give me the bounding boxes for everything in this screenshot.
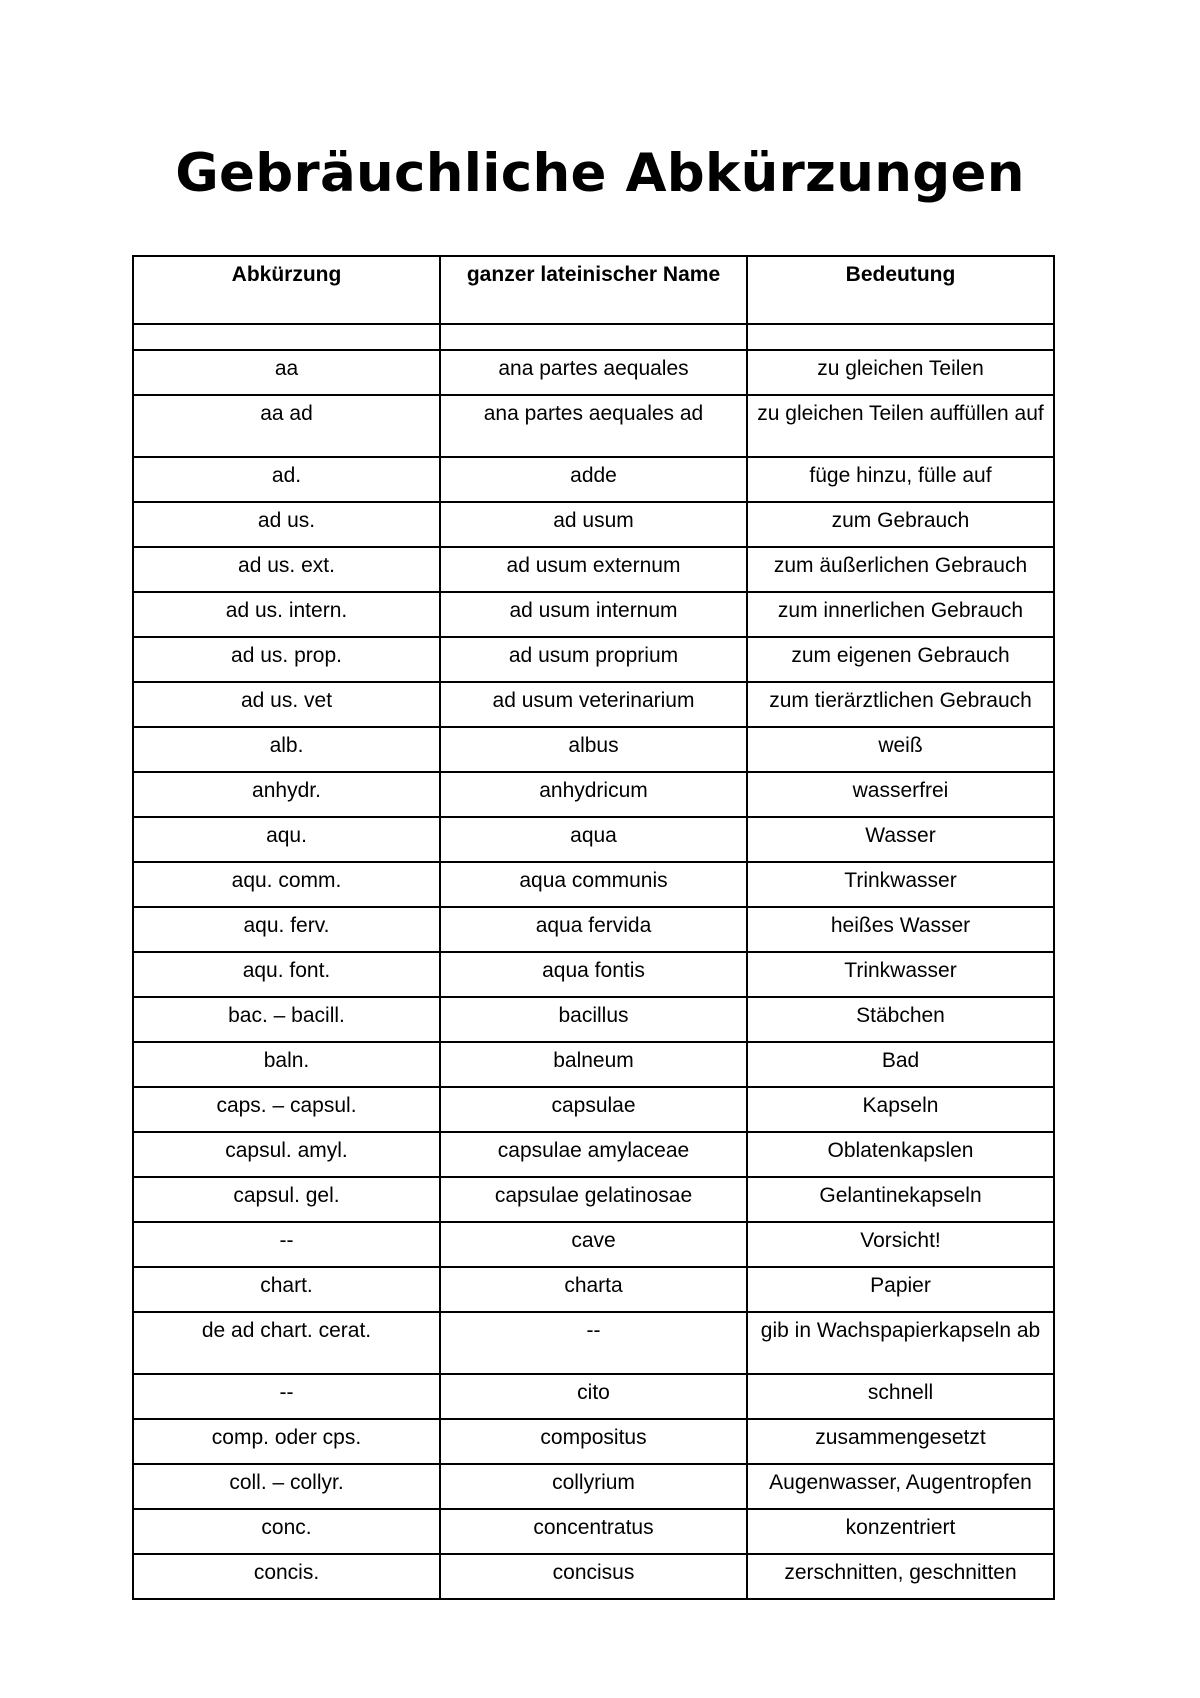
cell-abbreviation: aqu. comm. <box>133 862 440 907</box>
cell-latin-name: ad usum proprium <box>440 637 747 682</box>
table-row <box>133 395 1054 457</box>
cell-latin-name: aqua fontis <box>440 952 747 997</box>
cell-abbreviation: aqu. <box>133 817 440 862</box>
cell-meaning: Gelantinekapseln <box>747 1177 1054 1222</box>
cell-meaning: zusammengesetzt <box>747 1419 1054 1464</box>
table-row <box>133 457 1054 502</box>
cell-abbreviation: conc. <box>133 1509 440 1554</box>
cell-meaning: zum innerlichen Gebrauch <box>747 592 1054 637</box>
table-row <box>133 637 1054 682</box>
cell-abbreviation: -- <box>133 1222 440 1267</box>
cell-latin-name: capsulae amylaceae <box>440 1132 747 1177</box>
cell-meaning: Wasser <box>747 817 1054 862</box>
cell-latin-name: ad usum veterinarium <box>440 682 747 727</box>
cell-latin-name: cito <box>440 1374 747 1419</box>
cell-latin-name: capsulae <box>440 1087 747 1132</box>
cell-meaning: Trinkwasser <box>747 952 1054 997</box>
table-row <box>133 727 1054 772</box>
table-row <box>133 1374 1054 1419</box>
cell-abbreviation: coll. – collyr. <box>133 1464 440 1509</box>
cell-latin-name: ad usum externum <box>440 547 747 592</box>
table-row <box>133 1419 1054 1464</box>
table-row <box>133 997 1054 1042</box>
table-row <box>133 1312 1054 1374</box>
header-latin-name: ganzer lateinischer Name <box>440 256 747 324</box>
cell-meaning: zum eigenen Gebrauch <box>747 637 1054 682</box>
cell-abbreviation: capsul. gel. <box>133 1177 440 1222</box>
cell-abbreviation: chart. <box>133 1267 440 1312</box>
cell-abbreviation: comp. oder cps. <box>133 1419 440 1464</box>
cell-meaning: gib in Wachspapierkapseln ab <box>747 1312 1054 1374</box>
cell-abbreviation: caps. – capsul. <box>133 1087 440 1132</box>
header-abbreviation: Abkürzung <box>133 256 440 324</box>
cell-meaning: zum äußerlichen Gebrauch <box>747 547 1054 592</box>
table-row <box>133 862 1054 907</box>
cell-meaning: Papier <box>747 1267 1054 1312</box>
cell-abbreviation: -- <box>133 1374 440 1419</box>
cell-abbreviation: ad us. vet <box>133 682 440 727</box>
cell-abbreviation: concis. <box>133 1554 440 1599</box>
table-row <box>133 350 1054 395</box>
cell-meaning: zum Gebrauch <box>747 502 1054 547</box>
cell-abbreviation: ad us. intern. <box>133 592 440 637</box>
cell-abbreviation: capsul. amyl. <box>133 1132 440 1177</box>
cell-latin-name: cave <box>440 1222 747 1267</box>
cell-abbreviation: ad us. <box>133 502 440 547</box>
table-row <box>133 547 1054 592</box>
cell-meaning: zerschnitten, geschnitten <box>747 1554 1054 1599</box>
cell-latin-name: charta <box>440 1267 747 1312</box>
cell-abbreviation: bac. – bacill. <box>133 997 440 1042</box>
table-body <box>133 324 1054 1599</box>
cell-meaning: zum tierärztlichen Gebrauch <box>747 682 1054 727</box>
cell-latin-name: aqua communis <box>440 862 747 907</box>
table-row <box>133 592 1054 637</box>
cell-abbreviation: alb. <box>133 727 440 772</box>
cell-meaning: wasserfrei <box>747 772 1054 817</box>
cell-meaning <box>747 324 1054 350</box>
cell-meaning: konzentriert <box>747 1509 1054 1554</box>
cell-latin-name: anhydricum <box>440 772 747 817</box>
cell-meaning: heißes Wasser <box>747 907 1054 952</box>
cell-meaning: zu gleichen Teilen auffüllen auf <box>747 395 1054 457</box>
header-meaning: Bedeutung <box>747 256 1054 324</box>
table-row <box>133 502 1054 547</box>
table-row <box>133 682 1054 727</box>
table-row <box>133 1177 1054 1222</box>
cell-meaning: Kapseln <box>747 1087 1054 1132</box>
cell-latin-name: bacillus <box>440 997 747 1042</box>
cell-latin-name: ana partes aequales <box>440 350 747 395</box>
cell-latin-name: aqua fervida <box>440 907 747 952</box>
cell-meaning: Stäbchen <box>747 997 1054 1042</box>
cell-meaning: Vorsicht! <box>747 1222 1054 1267</box>
table-spacer-row <box>133 324 1054 350</box>
cell-latin-name: albus <box>440 727 747 772</box>
cell-latin-name: ana partes aequales ad <box>440 395 747 457</box>
cell-latin-name: adde <box>440 457 747 502</box>
cell-latin-name <box>440 324 747 350</box>
cell-meaning: schnell <box>747 1374 1054 1419</box>
cell-abbreviation: aqu. font. <box>133 952 440 997</box>
cell-latin-name: balneum <box>440 1042 747 1087</box>
cell-abbreviation: anhydr. <box>133 772 440 817</box>
cell-abbreviation: aqu. ferv. <box>133 907 440 952</box>
table-header-row <box>133 256 1054 324</box>
table-row <box>133 1464 1054 1509</box>
cell-abbreviation <box>133 324 440 350</box>
table-row <box>133 817 1054 862</box>
table-row <box>133 952 1054 997</box>
cell-latin-name: concentratus <box>440 1509 747 1554</box>
cell-latin-name: -- <box>440 1312 747 1374</box>
table-row <box>133 1042 1054 1087</box>
cell-latin-name: compositus <box>440 1419 747 1464</box>
cell-latin-name: collyrium <box>440 1464 747 1509</box>
cell-meaning: Augenwasser, Augentropfen <box>747 1464 1054 1509</box>
cell-abbreviation: aa <box>133 350 440 395</box>
cell-latin-name: ad usum internum <box>440 592 747 637</box>
cell-meaning: zu gleichen Teilen <box>747 350 1054 395</box>
cell-latin-name: concisus <box>440 1554 747 1599</box>
table-row <box>133 772 1054 817</box>
cell-abbreviation: aa ad <box>133 395 440 457</box>
cell-abbreviation: ad us. ext. <box>133 547 440 592</box>
cell-latin-name: capsulae gelatinosae <box>440 1177 747 1222</box>
cell-abbreviation: baln. <box>133 1042 440 1087</box>
cell-abbreviation: ad. <box>133 457 440 502</box>
table-row <box>133 1222 1054 1267</box>
table-row <box>133 907 1054 952</box>
table-row <box>133 1087 1054 1132</box>
table-row <box>133 1509 1054 1554</box>
table-row <box>133 1554 1054 1599</box>
page-title: Gebräuchliche Abkürzungen <box>175 143 1025 204</box>
cell-meaning: weiß <box>747 727 1054 772</box>
cell-meaning: Trinkwasser <box>747 862 1054 907</box>
cell-abbreviation: de ad chart. cerat. <box>133 1312 440 1374</box>
cell-meaning: füge hinzu, fülle auf <box>747 457 1054 502</box>
cell-latin-name: aqua <box>440 817 747 862</box>
cell-latin-name: ad usum <box>440 502 747 547</box>
table-row <box>133 1267 1054 1312</box>
cell-abbreviation: ad us. prop. <box>133 637 440 682</box>
cell-meaning: Bad <box>747 1042 1054 1087</box>
cell-meaning: Oblatenkapslen <box>747 1132 1054 1177</box>
table-row <box>133 1132 1054 1177</box>
abbreviations-table <box>132 255 1055 1600</box>
